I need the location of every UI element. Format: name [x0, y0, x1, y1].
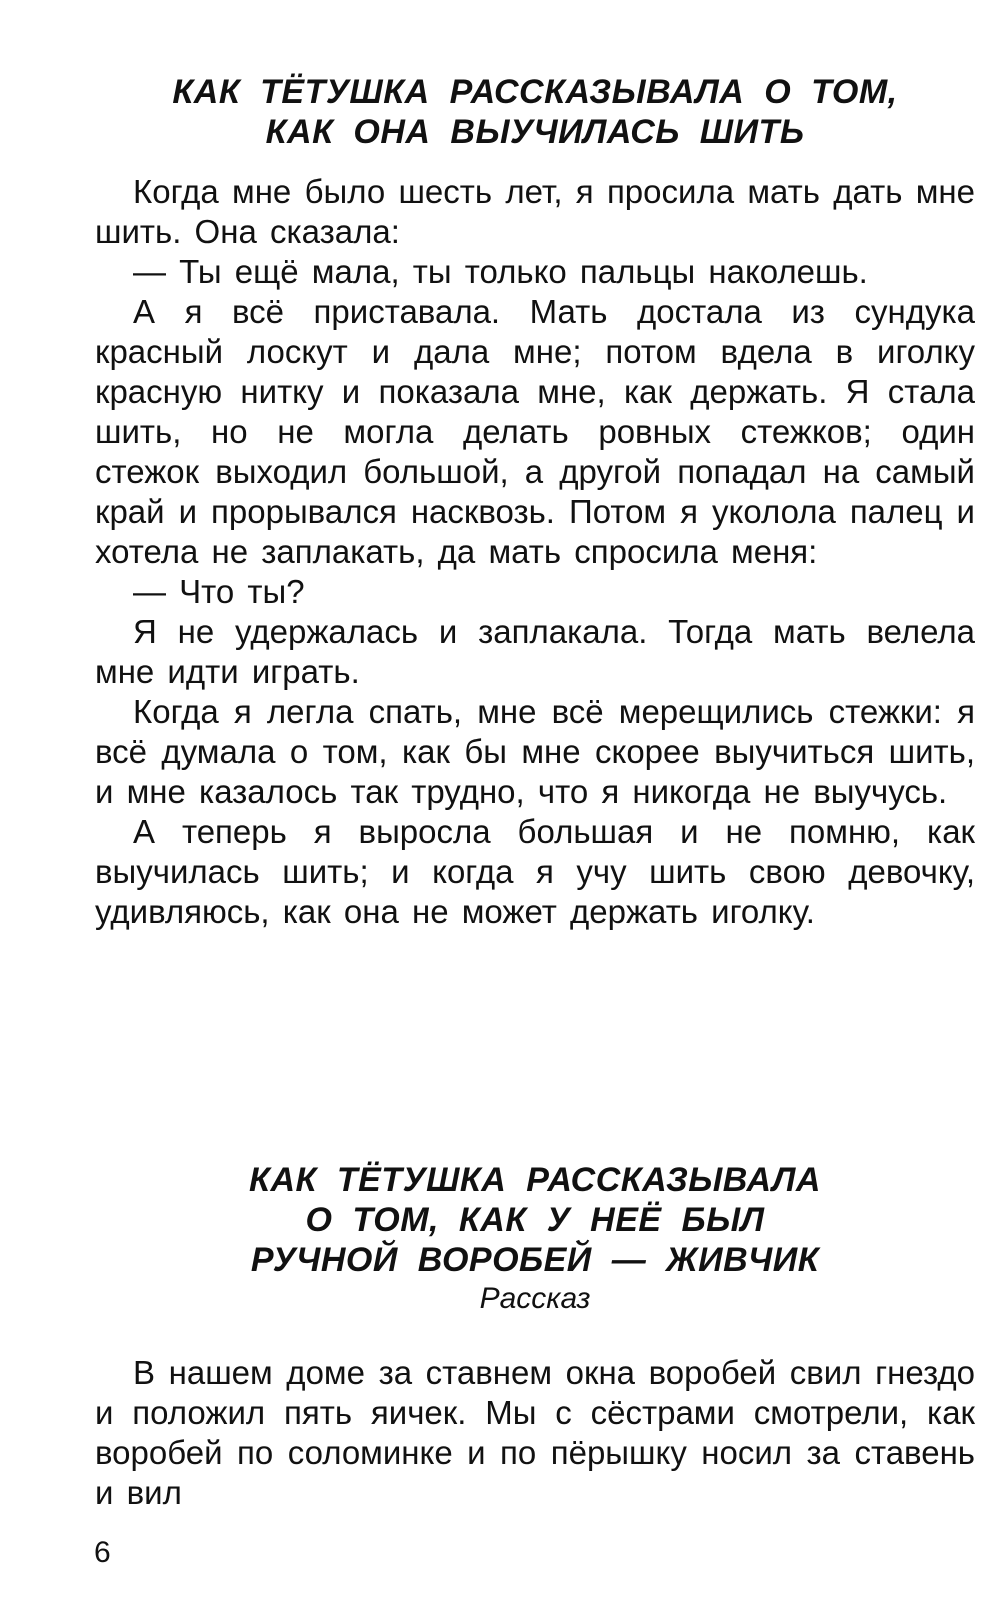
story-1-text — [95, 172, 975, 932]
paragraph: — Ты ещё мала, ты только пальцы наколешь. — [133, 253, 868, 290]
story-1-title-line: КАК ОНА ВЫУЧИЛАСЬ ШИТЬ — [265, 113, 805, 151]
paragraph: Я не удержалась и заплакала. Тогда мать велела мне идти играть. — [95, 613, 975, 690]
story-2-title-line: РУЧНОЙ ВОРОБЕЙ — ЖИВЧИК — [250, 1241, 820, 1279]
story-1-title-line: КАК ТЁТУШКА РАССКАЗЫВАЛА О ТОМ, — [172, 73, 898, 111]
paragraph: — Что ты? — [133, 573, 305, 610]
page-number: 6 — [94, 1536, 111, 1569]
paragraph: Когда мне было шесть лет, я просила мать дать мне шить. Она сказала: — [95, 173, 975, 250]
story-2-text — [95, 1353, 975, 1513]
story-2-title — [95, 1160, 975, 1318]
story-1-title — [95, 72, 975, 152]
story-2-title-line: КАК ТЁТУШКА РАССКАЗЫВАЛА — [249, 1161, 821, 1199]
paragraph: А я всё приставала. Мать достала из сундука красный лоскут и дала мне; потом вдела в иголку красную нитку и показала мне, как держать. Я стала шить, но не могла делать ровных стежков; один стежок выходил большой, а другой попадал на самый край и прорывался насквозь. Потом я уколола палец и хотела не заплакать, да мать спросила меня: — [95, 293, 975, 570]
story-2-subtitle: Рассказ — [479, 1282, 591, 1315]
story-2-title-line: О ТОМ, КАК У НЕЁ БЫЛ — [305, 1201, 765, 1239]
paragraph: А теперь я выросла большая и не помню, как выучилась шить; и когда я учу шить свою девочку, удивляюсь, как она не может держать иголку. — [95, 813, 975, 930]
paragraph: Когда я легла спать, мне всё мерещились стежки: я всё думала о том, как бы мне скорее выучиться шить, и мне казалось так трудно, что я никогда не выучусь. — [95, 693, 975, 810]
paragraph: В нашем доме за ставнем окна воробей свил гнездо и положил пять яичек. Мы с сёстрами смотрели, как воробей по соломинке и по пёрышку носил за ставень и вил — [95, 1354, 975, 1511]
